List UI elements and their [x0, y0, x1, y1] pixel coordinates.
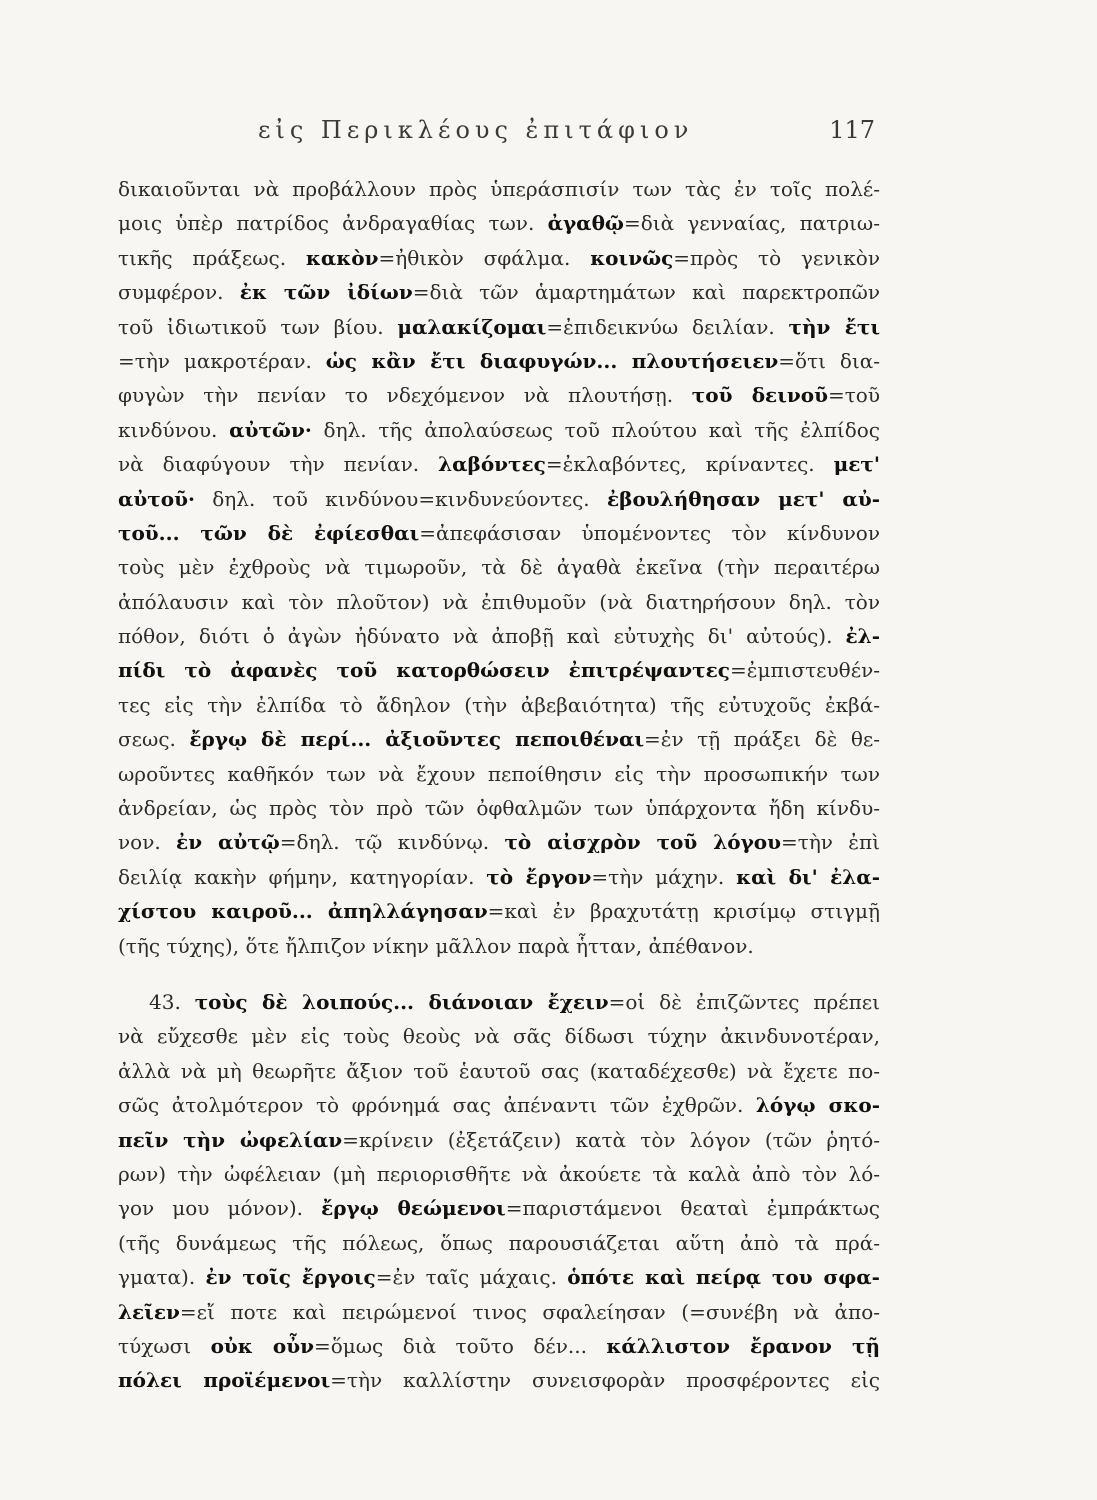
- text-line: [118, 378, 880, 412]
- gloss: =ὅμως διὰ τοῦτο δέν...: [313, 1333, 607, 1358]
- text-line: [118, 482, 880, 516]
- lemma: ἀγαθῷ: [547, 211, 624, 236]
- text-line: [118, 1123, 880, 1157]
- lemma: τοὺς δὲ λοιπούς... διάνοιαν ἔχειν: [194, 989, 609, 1014]
- gloss: φυγὼν τὴν πενίαν το νδεχόμενον νὰ πλουτήσῃ.: [118, 383, 692, 408]
- gloss: συμφέρον.: [118, 280, 240, 305]
- text-line: [118, 860, 880, 894]
- gloss: τοὺς μὲν ἐχθροὺς νὰ τιμωροῦν, τὰ δὲ ἀγαθὰ ἐκεῖνα (τὴν περαιτέρω: [118, 555, 880, 580]
- text-line: [118, 825, 880, 859]
- gloss: γον μου μόνον).: [118, 1196, 322, 1221]
- gloss: =ἠθικὸν σφάλμα.: [378, 245, 591, 270]
- text-line: [118, 1226, 880, 1260]
- lemma: χίστου καιροῦ... ἀπηλλάγησαν: [118, 899, 488, 924]
- gloss: =διὰ γενναίας, πατριω-: [623, 211, 880, 236]
- text-line: [118, 413, 880, 447]
- gloss: =ἐπιδεικνύω δειλίαν.: [546, 314, 789, 339]
- text-line: [118, 516, 880, 550]
- section-number: 43.: [149, 989, 195, 1014]
- gloss: =οἱ δὲ ἐπιζῶντες πρέπει: [608, 989, 880, 1014]
- lemma: λόγῳ σκο-: [755, 1093, 881, 1118]
- text-line: [118, 344, 880, 378]
- commentary-body: [118, 172, 880, 1398]
- page-number: 117: [829, 116, 875, 144]
- gloss: =τὴν μακροτέραν.: [118, 348, 326, 373]
- gloss: δηλ. τοῦ κινδύνου=κινδυνεύοντες.: [194, 486, 608, 511]
- lemma: κοινῶς: [590, 245, 674, 270]
- lemma: πίδι τὸ ἀφανὲς τοῦ κατορθώσειν ἐπιτρέψαντες: [118, 658, 730, 683]
- lemma: κακὸν: [305, 245, 379, 270]
- gloss: ἀνδρείαν, ὡς πρὸς τὸν πρὸ τῶν ὀφθαλμῶν των ὑπάρχοντα ἤδη κίνδυ-: [118, 796, 880, 821]
- gloss: =τοῦ: [827, 383, 880, 408]
- text-line: [118, 985, 880, 1019]
- lemma: πόλει προϊέμενοι: [118, 1368, 331, 1393]
- gloss: πόθον, διότι ὁ ἀγὼν ἠδύνατο νὰ ἀποβῇ καὶ εὐτυχὴς δι' αὐτούς).: [118, 624, 846, 649]
- gloss: γματα).: [118, 1265, 206, 1290]
- text-line: [118, 791, 880, 825]
- gloss: =τὴν μάχην.: [591, 864, 737, 889]
- text-line: [118, 585, 880, 619]
- lemma: μετ': [833, 452, 880, 477]
- gloss: σῶς ἀτολμότερον τὸ φρόνημά σας ἀπέναντι τῶν ἐχθρῶν.: [118, 1093, 756, 1118]
- gloss: νὰ εὔχεσθε μὲν εἰς τοὺς θεοὺς νὰ σᾶς δίδωσι τύχην ἀκινδυνοτέραν,: [118, 1024, 880, 1049]
- lemma: ἐν αὐτῷ: [176, 830, 280, 855]
- gloss: τες εἰς τὴν ἐλπίδα τὸ ἄδηλον (τὴν ἀβεβαιότητα) τῆς εὐτυχοῦς ἐκβά-: [118, 692, 880, 717]
- gloss: νον.: [118, 830, 177, 855]
- gloss: =καὶ ἐν βραχυτάτῃ κρισίμῳ στιγμῇ: [487, 899, 880, 924]
- text-line: [118, 241, 880, 275]
- lemma: τοῦ δεινοῦ: [691, 383, 828, 408]
- text-line: [118, 206, 880, 240]
- lemma: τὴν ἔτι: [788, 314, 880, 339]
- gloss: τοῦ ἰδιωτικοῦ των βίου.: [118, 314, 398, 339]
- gloss: =ἐμπιστευθέν-: [729, 658, 880, 683]
- text-line: [118, 722, 880, 756]
- gloss: δικαιοῦνται νὰ προβάλλουν πρὸς ὑπεράσπισίν των τὰς ἐν τοῖς πολέ-: [118, 177, 880, 201]
- lemma: ὡς κἂν ἔτι διαφυγών... πλουτήσειεν: [325, 348, 779, 373]
- gloss: =κρίνειν (ἐξετάζειν) κατὰ τὸν λόγον (τῶν ῥητό-: [342, 1127, 881, 1152]
- lemma: λεῖεν: [118, 1299, 180, 1324]
- lemma: πεῖν τὴν ὠφελίαν: [118, 1127, 343, 1152]
- lemma: λαβόντες: [438, 452, 546, 477]
- gloss: (τῆς τύχης), ὅτε ἤλπιζον νίκην μᾶλλον παρὰ ἧτταν, ἀπέθανον.: [118, 933, 754, 958]
- lemma: ἐν τοῖς ἔργοις: [205, 1265, 376, 1290]
- gloss: =πρὸς τὸ γενικὸν: [673, 245, 880, 270]
- lemma: ἐκ τῶν ἰδίων: [239, 280, 413, 305]
- text-line: [118, 275, 880, 309]
- text-line: [118, 894, 880, 928]
- gloss: =τὴν ἐπὶ: [781, 830, 881, 855]
- lemma: τὸ αἰσχρὸν τοῦ λόγου: [504, 830, 781, 855]
- gloss: ρων) τὴν ὠφέλειαν (μὴ περιορισθῆτε νὰ ἀκούετε τὰ καλὰ ἀπὸ τὸν λό-: [118, 1161, 880, 1186]
- gloss: (τῆς δυνάμεως τῆς πόλεως, ὅπως παρουσιάζεται αὕτη ἀπὸ τὰ πρά-: [118, 1230, 880, 1255]
- gloss: μοις ὑπὲρ πατρίδος ἀνδραγαθίας των.: [118, 211, 548, 236]
- lemma: αὐτοῦ·: [118, 486, 195, 511]
- text-line: [118, 929, 880, 963]
- gloss: ωροῦντες καθῆκόν των νὰ ἔχουν πεποίθησιν εἰς τὴν προσωπικήν των: [118, 761, 880, 786]
- text-line: [118, 1260, 880, 1294]
- running-head: εἰς Περικλέους ἐπιτάφιον: [258, 116, 694, 144]
- gloss: δηλ. τῆς ἀπολαύσεως τοῦ πλούτου καὶ τῆς ἐλπίδος: [311, 417, 880, 442]
- text-line: [118, 1019, 880, 1053]
- text-line: [118, 1295, 880, 1329]
- gloss: ἀπόλαυσιν καὶ τὸν πλοῦτον) νὰ ἐπιθυμοῦν (νὰ διατηρήσουν δηλ. τὸν: [118, 589, 880, 614]
- lemma: οὐκ οὖν: [210, 1333, 314, 1358]
- text-line: [118, 653, 880, 687]
- lemma: τὸ ἔργον: [486, 864, 592, 889]
- lemma: ἐλ-: [845, 624, 880, 649]
- gloss: =τὴν καλλίστην συνεισφορὰν προσφέροντες εἰς: [330, 1368, 880, 1393]
- text-line: [118, 688, 880, 722]
- text-line: [118, 1088, 880, 1122]
- gloss: =παριστάμενοι θεαταὶ ἐμπράκτως: [505, 1196, 880, 1221]
- lemma: ἔργῳ θεώμενοι: [321, 1196, 506, 1221]
- text-line: [118, 1329, 880, 1363]
- gloss: νὰ διαφύγουν τὴν πενίαν.: [118, 452, 439, 477]
- text-line: [118, 550, 880, 584]
- lemma: τοῦ... τῶν δὲ ἐφίεσθαι: [118, 520, 420, 545]
- text-line: [118, 1054, 880, 1088]
- gloss: =εἴ ποτε καὶ πειρώμενοί τινος σφαλείησαν (=συνέβη νὰ ἀπο-: [179, 1299, 880, 1324]
- lemma: καὶ δι' ἐλα-: [736, 864, 880, 889]
- lemma: ὁπότε καὶ πείρᾳ του σφα-: [567, 1265, 880, 1290]
- text-line: [118, 310, 880, 344]
- lemma: κάλλιστον ἔρανον τῇ: [606, 1333, 880, 1358]
- gloss: =ἀπεφάσισαν ὑπομένοντες τὸν κίνδυνον: [419, 520, 880, 545]
- text-line: [118, 172, 880, 206]
- text-line: [118, 1363, 880, 1397]
- lemma: αὐτῶν·: [229, 417, 312, 442]
- gloss: =διὰ τῶν ἁμαρτημάτων καὶ παρεκτροπῶν: [412, 280, 880, 305]
- gloss: κινδύνου.: [118, 417, 230, 442]
- gloss: =ἐκλαβόντες, κρίναντες.: [545, 452, 834, 477]
- text-line: [118, 757, 880, 791]
- text-line: [118, 1157, 880, 1191]
- text-line: [118, 447, 880, 481]
- gloss: ἀλλὰ νὰ μὴ θεωρῆτε ἄξιον τοῦ ἑαυτοῦ σας (καταδέχεσθε) νὰ ἔχετε πο-: [118, 1058, 880, 1083]
- gloss: =δηλ. τῷ κινδύνῳ.: [279, 830, 505, 855]
- lemma: ἐβουλήθησαν μετ' αὐ-: [607, 486, 880, 511]
- gloss: σεως.: [118, 727, 190, 752]
- gloss: τικῆς πράξεως.: [118, 245, 306, 270]
- gloss: τύχωσι: [118, 1333, 211, 1358]
- gloss: =ὅτι δια-: [778, 348, 881, 373]
- gloss: δειλίᾳ κακὴν φήμην, κατηγορίαν.: [118, 864, 487, 889]
- text-line: [118, 619, 880, 653]
- lemma: ἔργῳ δὲ περί... ἀξιοῦντες πεποιθέναι: [189, 727, 645, 752]
- lemma: μαλακίζομαι: [397, 314, 547, 339]
- text-line: [118, 1191, 880, 1225]
- gloss: =ἐν ταῖς μάχαις.: [375, 1265, 568, 1290]
- gloss: =ἐν τῇ πράξει δὲ θε-: [644, 727, 880, 752]
